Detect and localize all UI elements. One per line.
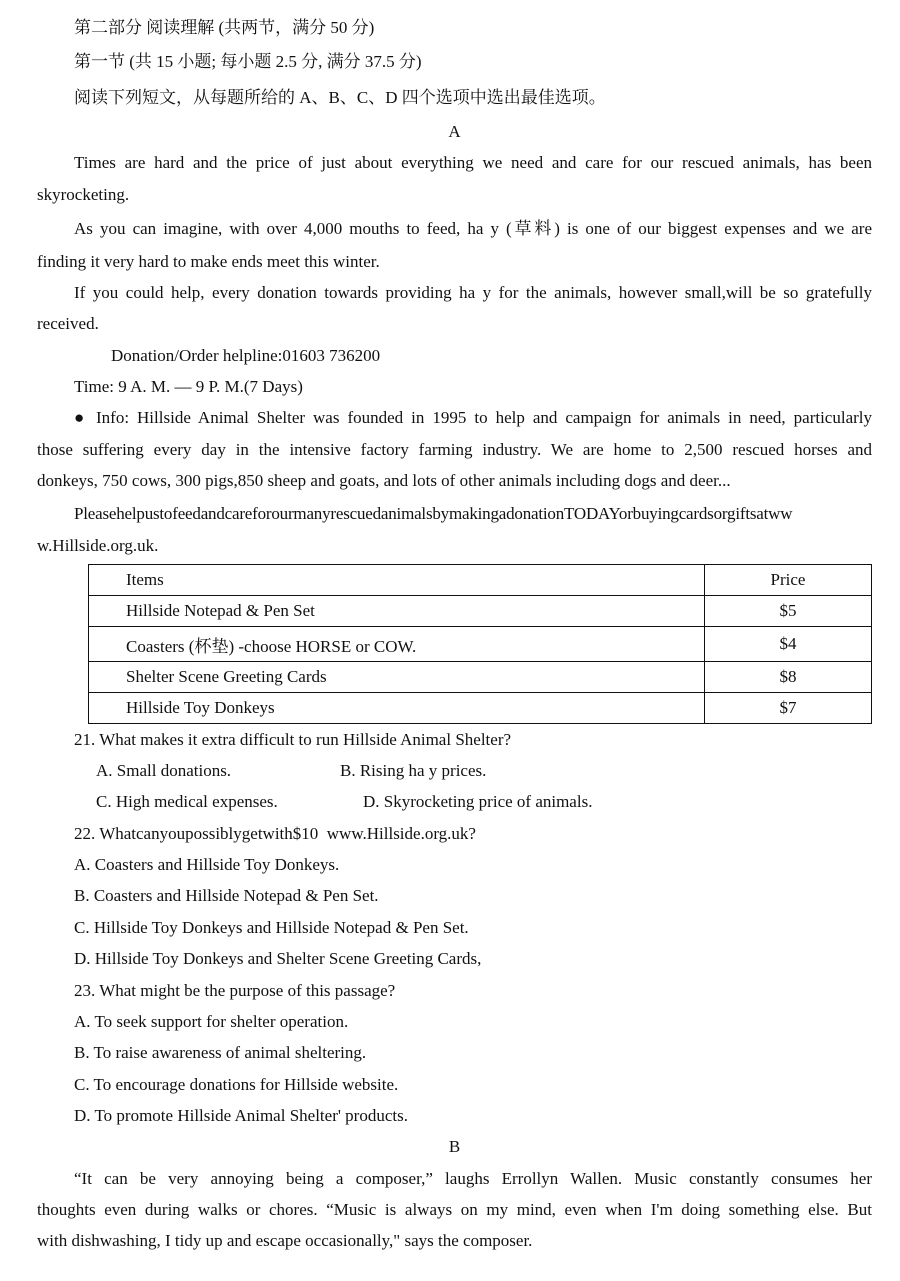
question-21-option-a[interactable]: A. Small donations.: [96, 761, 232, 780]
question-22-option-b[interactable]: B. Coasters and Hillside Notepad & Pen Set.: [74, 886, 379, 905]
items-price-table: [88, 564, 872, 724]
passage-b-line1: “It can be very annoying being a composer,” laughs Errollyn Wallen. Music constantly consumes her: [74, 1169, 872, 1188]
table-row: [89, 596, 872, 627]
table-cell-price: $7: [705, 693, 872, 724]
question-23-option-a[interactable]: A. To seek support for shelter operation.: [74, 1012, 349, 1031]
table-cell-item: Hillside Notepad & Pen Set: [89, 596, 705, 627]
question-21-option-d[interactable]: D. Skyrocketing price of animals.: [363, 792, 593, 811]
question-22-option-c[interactable]: C. Hillside Toy Donkeys and Hillside Notepad & Pen Set.: [74, 918, 469, 937]
please-help-line2: w.Hillside.org.uk.: [37, 536, 159, 555]
table-cell-price: $8: [705, 662, 872, 693]
part-heading: 第二部分 阅读理解 (共两节，满分 50 分): [74, 18, 375, 37]
question-22-stem: 22. Whatcanyoupossiblygetwith$10 www.Hillside.org.uk?: [74, 824, 476, 843]
passage-b-label: B: [448, 1137, 461, 1156]
question-23-option-c[interactable]: C. To encourage donations for Hillside website.: [74, 1075, 399, 1094]
instruction-text: 阅读下列短文，从每题所给的 A、B、C、D 四个选项中选出最佳选项。: [74, 88, 606, 107]
table-row: [89, 627, 872, 662]
donation-helpline: Donation/Order helpline:01603 736200: [111, 346, 381, 365]
question-21-stem: 21. What makes it extra difficult to run Hillside Animal Shelter?: [74, 730, 512, 749]
question-23-option-b[interactable]: B. To raise awareness of animal sheltering.: [74, 1043, 367, 1062]
passage-b-line3: with dishwashing, I tidy up and escape occasionally," says the composer.: [37, 1231, 533, 1250]
passage-a-p3-line1: If you could help, every donation towards providing ha y for the animals, however small,will be so gratefully: [74, 283, 872, 302]
passage-b-line2: thoughts even during walks or chores. “Music is always on my mind, even when I'm doing something else. But: [37, 1200, 872, 1219]
please-help-line1: PleasehelpustofeedandcareforourmanyrescuedanimalsbymakingadonationTODAYorbuyingcardsorgiftsatww: [74, 504, 793, 523]
table-header-row: [89, 565, 872, 596]
question-23-stem: 23. What might be the purpose of this passage?: [74, 981, 396, 1000]
table-row: [89, 662, 872, 693]
table-cell-price: $4: [705, 627, 872, 662]
info-line1: ● Info: Hillside Animal Shelter was founded in 1995 to help and campaign for animals in need, particularly: [74, 408, 872, 427]
question-22-option-d[interactable]: D. Hillside Toy Donkeys and Shelter Scene Greeting Cards,: [74, 949, 482, 968]
table-cell-item: Coasters (杯垫) -choose HORSE or COW.: [89, 627, 705, 662]
question-22-option-a[interactable]: A. Coasters and Hillside Toy Donkeys.: [74, 855, 340, 874]
table-header-items: Items: [89, 565, 705, 596]
table-cell-item: Shelter Scene Greeting Cards: [89, 662, 705, 693]
passage-a-p2-line1: As you can imagine, with over 4,000 mouths to feed, ha y (草料) is one of our biggest expenses and we are: [74, 219, 872, 238]
passage-a-p3-line2: received.: [37, 314, 99, 333]
passage-a-p2-line2: finding it very hard to make ends meet this winter.: [37, 252, 380, 271]
info-line2: those suffering every day in the intensive factory farming industry. We are home to 2,500 rescued horses and: [37, 440, 872, 459]
helpline-time: Time: 9 A. M. — 9 P. M.(7 Days): [74, 377, 303, 396]
question-21-option-c[interactable]: C. High medical expenses.: [96, 792, 278, 811]
passage-a-p1-line1: Times are hard and the price of just about everything we need and care for our rescued animals, has been: [74, 153, 872, 172]
table-cell-price: $5: [705, 596, 872, 627]
question-21-option-b[interactable]: B. Rising ha y prices.: [340, 761, 487, 780]
passage-a-label: A: [448, 122, 461, 141]
table-cell-item: Hillside Toy Donkeys: [89, 693, 705, 724]
table-header-price: Price: [705, 565, 872, 596]
question-23-option-d[interactable]: D. To promote Hillside Animal Shelter' products.: [74, 1106, 408, 1125]
info-line3: donkeys, 750 cows, 300 pigs,850 sheep and goats, and lots of other animals including dogs and deer...: [37, 471, 731, 490]
section-heading: 第一节 (共 15 小题; 每小题 2.5 分, 满分 37.5 分): [74, 52, 422, 71]
table-row: [89, 693, 872, 724]
passage-a-p1-line2: skyrocketing.: [37, 185, 130, 204]
